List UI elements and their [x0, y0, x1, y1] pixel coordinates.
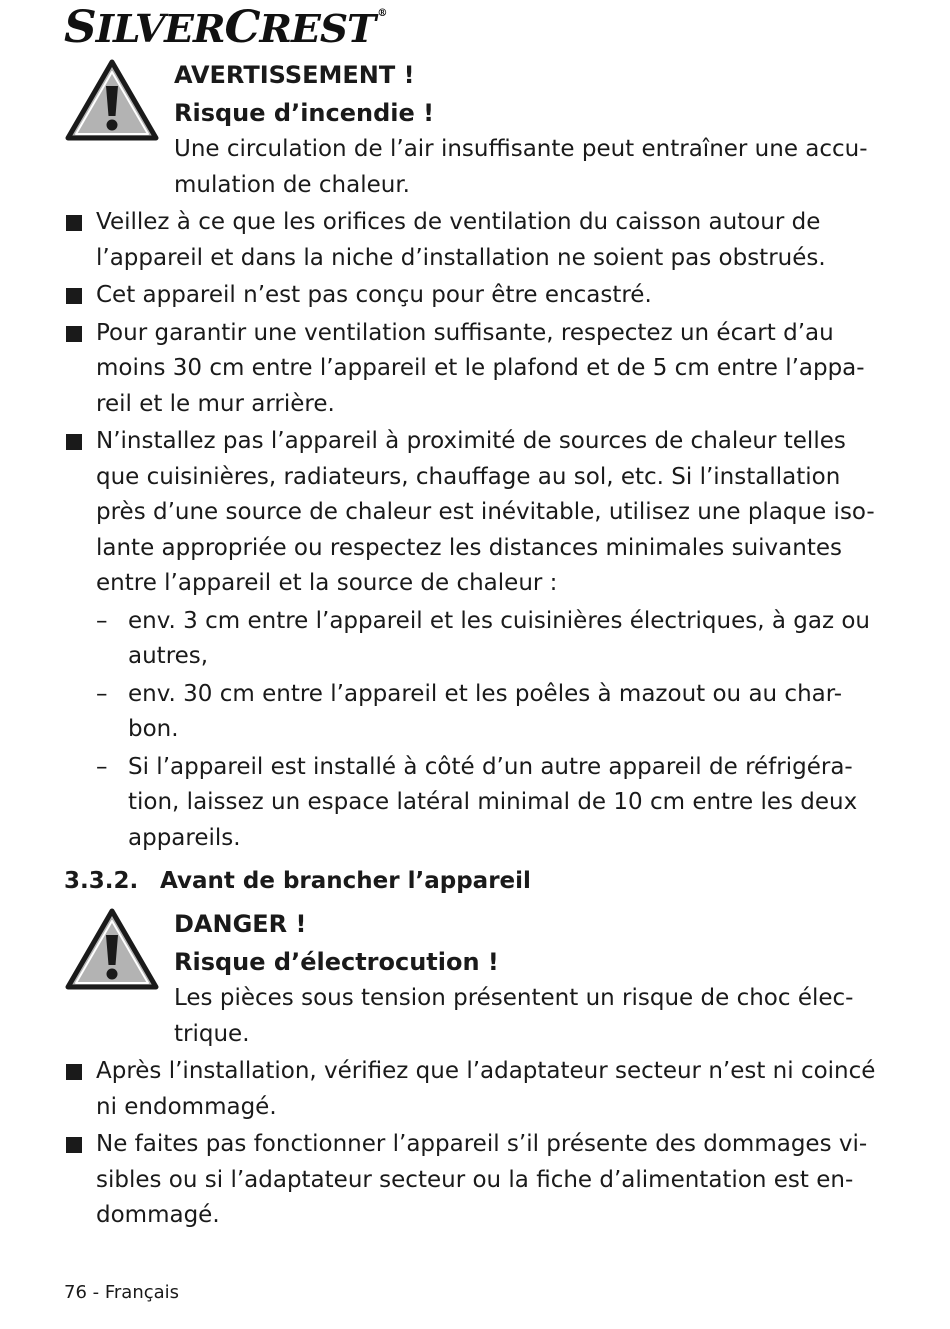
bullet-text-line: reil et le mur arrière. [96, 390, 335, 417]
bullet-text-line: N’installez pas l’appareil à proximité de sources de chaleur telles [96, 428, 846, 454]
bullet-item-spacing [64, 316, 864, 423]
warning-text-line: Les pièces sous tension présentent un risque de choc élec- [174, 985, 854, 1011]
bullet-square-icon [66, 1137, 82, 1153]
dash-marker: – [96, 753, 108, 780]
bullet-item-not-built-in [64, 278, 864, 314]
page-footer: 76 - Français [64, 1282, 180, 1303]
brand-logo [64, 2, 386, 53]
warning-subtitle: Risque d’incendie ! [174, 99, 435, 127]
bullet-text-line: lante appropriée ou respectez les distances minimales suivantes [96, 534, 842, 561]
bullet-square-icon [66, 215, 82, 231]
bullet-text-line: Veillez à ce que les orifices de ventilation du caisson autour de [96, 209, 821, 235]
bullet-item-adapter-check [64, 1054, 876, 1125]
dash-text-line: env. 30 cm entre l’appareil et les poêles à mazout ou au char- [128, 680, 843, 707]
dash-item-other-fridge [64, 750, 864, 857]
bullet-item-ventilation-openings [64, 205, 864, 276]
page-content [64, 56, 876, 1234]
dash-text-line: appareils. [128, 824, 241, 851]
warning-text-line: trique. [174, 1020, 250, 1047]
dash-marker: – [96, 680, 108, 707]
dash-text-line: tion, laissez un espace latéral minimal de 10 cm entre les deux [128, 789, 858, 815]
dash-text-line: env. 3 cm entre l’appareil et les cuisinières électriques, à gaz ou [128, 607, 870, 634]
bullet-text-line: Pour garantir une ventilation suffisante, respectez un écart d’au [96, 319, 834, 346]
warning-triangle-icon [64, 907, 160, 991]
warning-text-line: mulation de chaleur. [174, 171, 410, 198]
registered-mark: ® [377, 8, 387, 19]
bullet-square-icon [66, 288, 82, 304]
bullet-text-line: dommagé. [96, 1202, 220, 1228]
bullet-square-icon [66, 1064, 82, 1080]
bullet-text-line: Après l’installation, vérifiez que l’adaptateur secteur n’est ni coincé [96, 1058, 876, 1084]
warning-title: DANGER ! [174, 910, 307, 938]
electrocution-warning-block [64, 905, 864, 1052]
dash-text-line: autres, [128, 643, 209, 669]
bullet-text-line: entre l’appareil et la source de chaleur : [96, 570, 558, 596]
section-number: 3.3.2. [64, 868, 139, 894]
dash-text-line: bon. [128, 716, 179, 742]
section-heading [64, 864, 864, 899]
bullet-text-line: l’appareil et dans la niche d’installation ne soient pas obstrués. [96, 244, 826, 271]
warning-text-line: Une circulation de l’air insuffisante peut entraîner une accu- [174, 136, 868, 162]
fire-warning-block [64, 56, 868, 203]
bullet-text-line: moins 30 cm entre l’appareil et le plafond et de 5 cm entre l’appa- [96, 355, 865, 381]
dash-marker: – [96, 607, 108, 634]
warning-triangle-icon [64, 58, 160, 142]
dash-item-oil-stoves [64, 677, 864, 748]
dash-text-line: Si l’appareil est installé à côté d’un autre appareil de réfrigéra- [128, 753, 853, 780]
bullet-text-line: Cet appareil n’est pas conçu pour être encastré. [96, 282, 652, 308]
warning-subtitle: Risque d’électrocution ! [174, 948, 499, 976]
bullet-item-heat-sources [64, 424, 875, 602]
brand-logo-text: SILVERCREST [64, 2, 376, 53]
dash-item-electric-stoves [64, 604, 870, 675]
section-title: Avant de brancher l’appareil [160, 868, 531, 894]
bullet-square-icon [66, 434, 82, 450]
bullet-text-line: que cuisinières, radiateurs, chauffage au sol, etc. Si l’installation [96, 463, 841, 490]
bullet-text-line: ni endommagé. [96, 1093, 277, 1120]
bullet-square-icon [66, 326, 82, 342]
bullet-text-line: près d’une source de chaleur est inévitable, utilisez une plaque iso- [96, 499, 875, 525]
bullet-text-line: sibles ou si l’adaptateur secteur ou la fiche d’alimentation est en- [96, 1166, 854, 1193]
warning-title: AVERTISSEMENT ! [174, 61, 415, 89]
bullet-text-line: Ne faites pas fonctionner l’appareil s’il présente des dommages vi- [96, 1131, 868, 1157]
bullet-item-damaged-device [64, 1127, 868, 1234]
